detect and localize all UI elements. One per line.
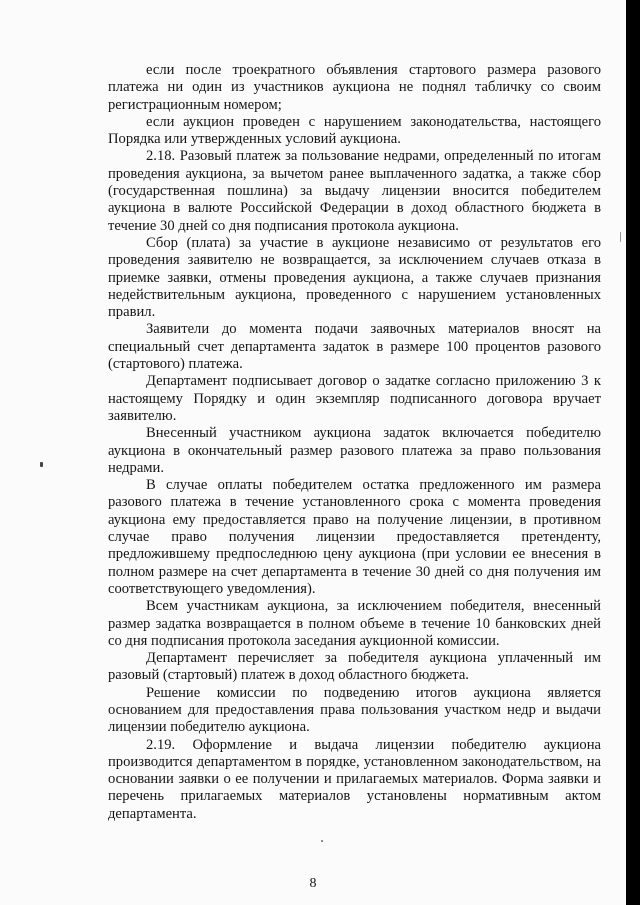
document-body xyxy=(108,62,601,823)
paragraph: Внесенный участником аукциона задаток включается победителю аукциона в окончательный размер разового платежа за право пользования недрами. xyxy=(108,425,601,476)
scan-speck xyxy=(40,462,43,467)
paragraph: Департамент перечисляет за победителя аукциона уплаченный им разовый (стартовый) платеж в доход областного бюджета. xyxy=(108,650,601,684)
paragraph: если после троекратного объявления стартового размера разового платежа ни один из участников аукциона не поднял табличку со своим регистрационным номером; xyxy=(108,62,601,113)
paragraph: В случае оплаты победителем остатка предложенного им размера разового платежа в течение установленного срока с момента проведения аукциона ему предоставляется право на получение лицензии, в противном случае право получения лицензии предоставляется претенденту, предложившему предпоследнюю цену аукциона (при условии ее внесения в полном размере на счет департамента в течение 30 дней со дня получения им соответствующего уведомления). xyxy=(108,477,601,597)
paragraph: Решение комиссии по подведению итогов аукциона является основанием для предоставления права пользования участком недр и выдачи лицензии победителю аукциона. xyxy=(108,684,601,736)
paragraph: Сбор (плата) за участие в аукционе независимо от результатов его проведения заявителю не возвращается, за исключением случаев отказа в приемке заявки, отмены проведения аукциона, а также случаев признания недействительным аукциона, проведенного с нарушением установленных правил. xyxy=(108,234,601,321)
page-number: 8 xyxy=(309,876,317,891)
paragraph: Всем участникам аукциона, за исключением победителя, внесенный размер задатка возвращается в полном объеме в течение 10 банковских дней со дня подписания протокола заседания аукционной комиссии. xyxy=(108,598,601,649)
scan-speck xyxy=(321,840,323,842)
scan-speck xyxy=(620,232,621,242)
paragraph: Заявители до момента подачи заявочных материалов вносят на специальный счет департамента задаток в размере 100 процентов разового (стартового) платежа. xyxy=(108,321,601,373)
paragraph: 2.18. Разовый платеж за пользование недрами, определенный по итогам проведения аукциона, за вычетом ранее выплаченного задатка, а также сбор (государственная пошлина) за выдачу лицензии вносится победителем аукциона в валюте Российской Федерации в доход областного бюджета в течение 30 дней со дня подписания протокола аукциона. xyxy=(108,148,601,234)
paragraph: 2.19. Оформление и выдача лицензии победителю аукциона производится департаментом в порядке, установленном законодательством, на основании заявки о ее получении и прилагаемых материалов. Форма заявки и перечень прилагаемых материалов установлены нормативным актом департамента. xyxy=(108,736,601,822)
paragraph: Департамент подписывает договор о задатке согласно приложению 3 к настоящему Порядку и один экземпляр подписанного договора вручает заявителю. xyxy=(108,373,601,424)
paragraph: если аукцион проведен с нарушением законодательства, настоящего Порядка или утвержденных условий аукциона. xyxy=(108,113,601,148)
